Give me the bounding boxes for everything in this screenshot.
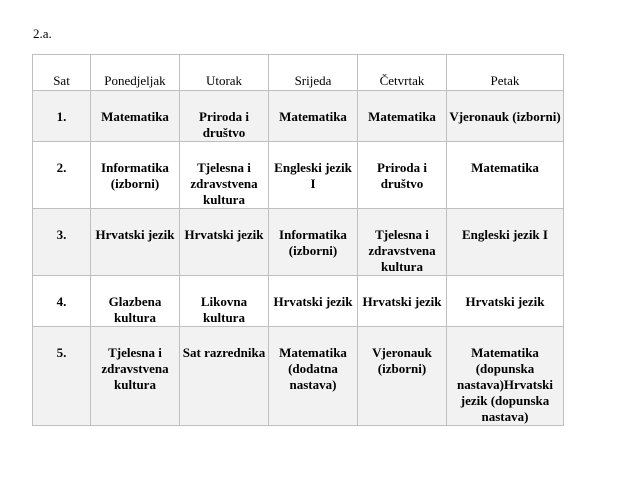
header-sat: Sat bbox=[33, 55, 91, 91]
subject-cell: Hrvatski jezik bbox=[447, 276, 564, 327]
class-label: 2.a. bbox=[33, 26, 52, 41]
subject-cell: Matematika (dodatna nastava) bbox=[269, 327, 358, 426]
header-cetvrtak: Četvrtak bbox=[358, 55, 447, 91]
header-utorak: Utorak bbox=[180, 55, 269, 91]
header-ponedjeljak: Ponedjeljak bbox=[91, 55, 180, 91]
subject-cell: Glazbena kultura bbox=[91, 276, 180, 327]
subject-cell: Engleski jezik I bbox=[447, 209, 564, 276]
subject-cell: Hrvatski jezik bbox=[180, 209, 269, 276]
table-row bbox=[33, 209, 564, 276]
period-cell: 1. bbox=[33, 91, 91, 142]
period-cell: 4. bbox=[33, 276, 91, 327]
header-petak: Petak bbox=[447, 55, 564, 91]
subject-cell: Likovna kultura bbox=[180, 276, 269, 327]
table-row bbox=[33, 276, 564, 327]
table-row bbox=[33, 142, 564, 209]
subject-cell: Priroda i društvo bbox=[358, 142, 447, 209]
subject-cell: Hrvatski jezik bbox=[91, 209, 180, 276]
subject-cell: Matematika bbox=[91, 91, 180, 142]
subject-cell: Vjeronauk (izborni) bbox=[358, 327, 447, 426]
period-cell: 2. bbox=[33, 142, 91, 209]
subject-cell: Tjelesna i zdravstvena kultura bbox=[91, 327, 180, 426]
subject-cell: Matematika (dopunska nastava)Hrvatski jezik (dopunska nastava) bbox=[447, 327, 564, 426]
subject-cell: Matematika bbox=[447, 142, 564, 209]
period-cell: 3. bbox=[33, 209, 91, 276]
subject-cell: Informatika (izborni) bbox=[91, 142, 180, 209]
subject-cell: Tjelesna i zdravstvena kultura bbox=[358, 209, 447, 276]
subject-cell: Matematika bbox=[269, 91, 358, 142]
subject-cell: Hrvatski jezik bbox=[358, 276, 447, 327]
subject-cell: Informatika (izborni) bbox=[269, 209, 358, 276]
subject-cell: Sat razrednika bbox=[180, 327, 269, 426]
subject-cell: Tjelesna i zdravstvena kultura bbox=[180, 142, 269, 209]
header-srijeda: Srijeda bbox=[269, 55, 358, 91]
header-row bbox=[33, 55, 564, 91]
subject-cell: Hrvatski jezik bbox=[269, 276, 358, 327]
subject-cell: Engleski jezik I bbox=[269, 142, 358, 209]
table-row bbox=[33, 327, 564, 426]
subject-cell: Priroda i društvo bbox=[180, 91, 269, 142]
subject-cell: Matematika bbox=[358, 91, 447, 142]
table-row bbox=[33, 91, 564, 142]
subject-cell: Vjeronauk (izborni) bbox=[447, 91, 564, 142]
timetable bbox=[32, 54, 564, 426]
period-cell: 5. bbox=[33, 327, 91, 426]
